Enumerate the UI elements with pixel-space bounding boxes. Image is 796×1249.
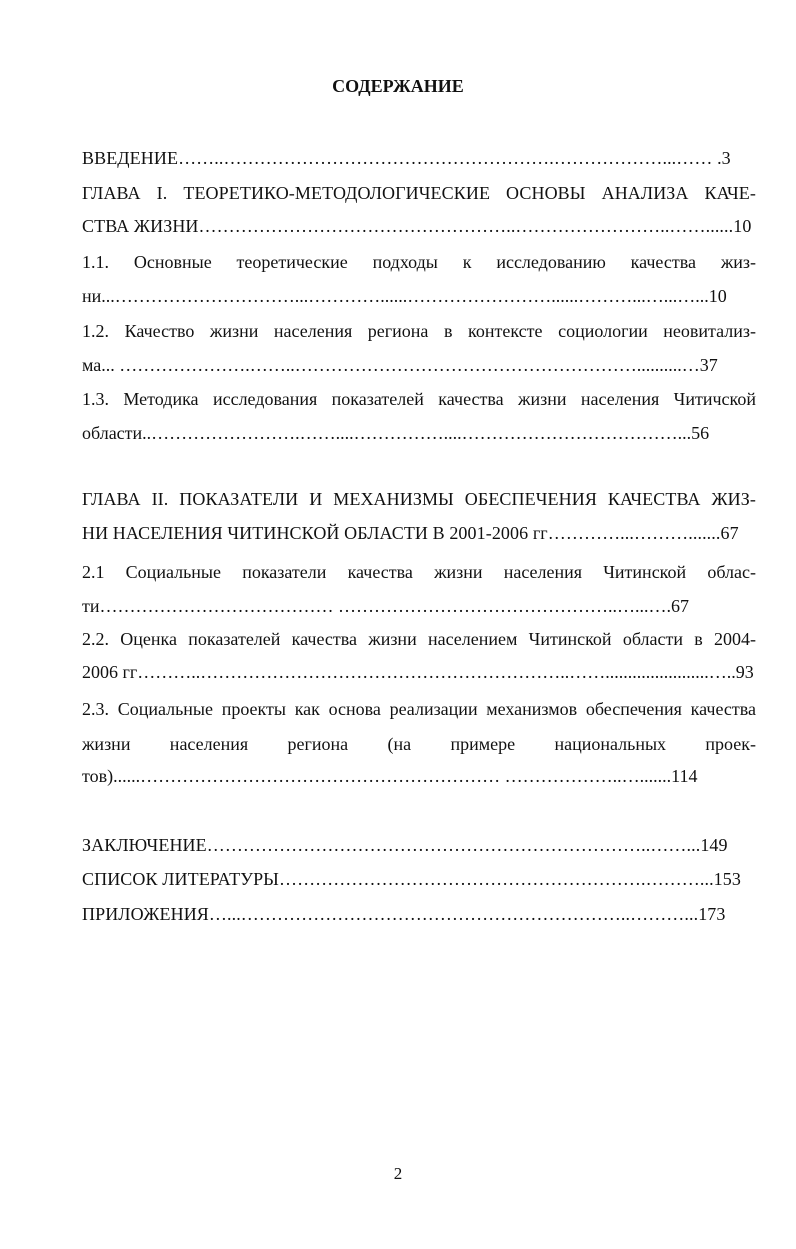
toc-entry-section-1-1-cont: ни...…………………………...…………......……………………......………...…...…...10 — [82, 286, 727, 306]
toc-entry-section-2-2: 2.2. Оценка показателей качества жизни населением Читинской области в 2004- — [82, 629, 756, 649]
toc-entry-chapter-1-cont: СТВА ЖИЗНИ……………………………………………..……………………..……......10 — [82, 216, 752, 236]
toc-entry-section-2-1: 2.1 Социальные показатели качества жизни населения Читинской облас- — [82, 562, 756, 582]
toc-entry-chapter-2-cont: НИ НАСЕЛЕНИЯ ЧИТИНСКОЙ ОБЛАСТИ В 2001-2006 гг…………...……….......67 — [82, 523, 739, 543]
toc-entry-introduction: ВВЕДЕНИЕ……..……………………………………………….………………...…… .3 — [82, 148, 731, 168]
toc-entry-chapter-2: ГЛАВА II. ПОКАЗАТЕЛИ И МЕХАНИЗМЫ ОБЕСПЕЧЕНИЯ КАЧЕСТВА ЖИЗ- — [82, 489, 756, 509]
toc-entry-references: СПИСОК ЛИТЕРАТУРЫ…………………………………………………….………...153 — [82, 869, 741, 889]
toc-entry-section-1-1: 1.1. Основные теоретические подходы к исследованию качества жиз- — [82, 252, 756, 272]
toc-entry-section-1-3-cont: области..…………………….……....……………....………………………………...56 — [82, 423, 710, 443]
toc-entry-chapter-1: ГЛАВА I. ТЕОРЕТИКО-МЕТОДОЛОГИЧЕСКИЕ ОСНОВЫ АНАЛИЗА КАЧЕ- — [82, 183, 756, 203]
document-title: СОДЕРЖАНИЕ — [332, 76, 464, 96]
toc-entry-conclusion: ЗАКЛЮЧЕНИЕ………………………………………………………………..……...149 — [82, 835, 728, 855]
toc-entry-section-2-2-cont: 2006 гг………..……………………………………………………..…….......................…..93 — [82, 662, 754, 682]
toc-entry-section-1-2-cont: ма... ………………….……..…………………………………………………..........…37 — [82, 355, 718, 375]
toc-entry-section-2-3: 2.3. Социальные проекты как основа реализации механизмов обеспечения качества — [82, 699, 756, 719]
toc-entry-section-1-2: 1.2. Качество жизни населения региона в контексте социологии неовитализ- — [82, 321, 756, 341]
toc-entry-section-2-3-cont: жизни населения региона (на примере национальных проек- — [82, 734, 756, 754]
page-number: 2 — [393, 1164, 403, 1183]
toc-entry-section-1-3: 1.3. Методика исследования показателей качества жизни населения Читичской — [82, 389, 756, 409]
toc-entry-section-2-1-cont: ти………………………………… ………………………………………..…...….67 — [82, 596, 689, 616]
toc-entry-appendices: ПРИЛОЖЕНИЯ…...………………………………………………………..………...173 — [82, 904, 726, 924]
toc-entry-section-2-3-cont2: тов)......…………………………………………………… ………………..….......114 — [82, 766, 698, 786]
